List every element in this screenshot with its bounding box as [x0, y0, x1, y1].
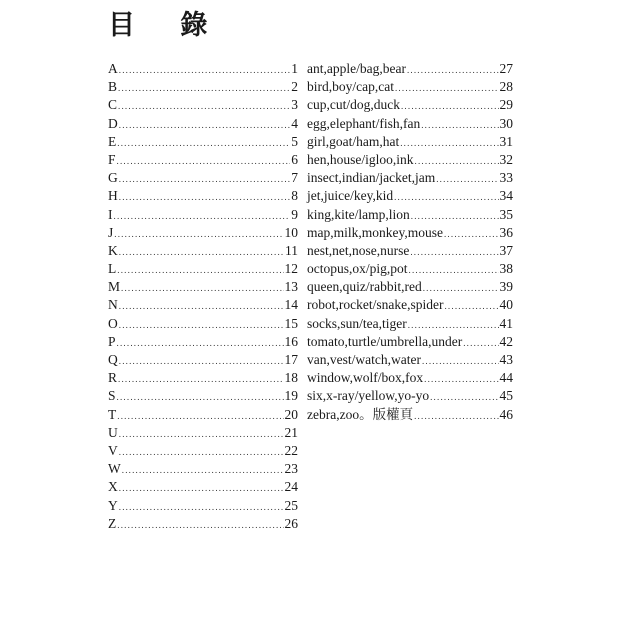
toc-entry-label: N	[108, 297, 118, 313]
toc-dot-leader	[114, 225, 283, 243]
toc-entry-page: 37	[499, 242, 513, 258]
toc-entry-label: O	[108, 315, 118, 331]
toc-entry-page: 23	[284, 461, 298, 477]
toc-dot-leader	[422, 352, 499, 370]
toc-entry	[307, 78, 513, 96]
toc-entry	[108, 424, 298, 442]
toc-entry	[307, 387, 513, 405]
toc-entry-page: 16	[284, 333, 298, 349]
toc-entry	[108, 169, 298, 187]
toc-dot-leader	[119, 316, 284, 334]
toc-entry-page: 19	[284, 388, 298, 404]
toc-entry-label: X	[108, 479, 118, 495]
toc-entry	[108, 442, 298, 460]
toc-entry	[108, 406, 298, 424]
toc-entry	[307, 315, 513, 333]
toc-entry-label: jet,juice/key,kid	[307, 188, 394, 204]
toc-entry	[108, 315, 298, 333]
toc-entry-label: V	[108, 442, 118, 458]
toc-entry	[108, 333, 298, 351]
toc-entry-page: 40	[499, 297, 513, 313]
toc-entry-page: 35	[499, 206, 513, 222]
toc-entry-label: I	[108, 206, 113, 222]
toc-entry-page: 18	[284, 370, 298, 386]
toc-dot-leader	[119, 116, 291, 134]
toc-dot-leader	[400, 134, 498, 152]
toc-entry-page: 22	[284, 442, 298, 458]
toc-entry-page: 13	[284, 279, 298, 295]
toc-entry	[307, 60, 513, 78]
toc-dot-leader	[117, 134, 290, 152]
toc-entry	[108, 296, 298, 314]
toc-dot-leader	[119, 61, 291, 79]
toc-entry-label: U	[108, 424, 118, 440]
toc-entry-page: 34	[499, 188, 513, 204]
toc-dot-leader	[408, 316, 499, 334]
toc-dot-leader	[407, 61, 499, 79]
toc-entry	[108, 115, 298, 133]
toc-entry-page: 42	[499, 333, 513, 349]
toc-dot-leader	[119, 479, 284, 497]
toc-entry	[108, 187, 298, 205]
toc-entry-page: 28	[499, 79, 513, 95]
toc-dot-leader	[119, 297, 284, 315]
toc-entry	[307, 333, 513, 351]
toc-entry-page: 17	[284, 352, 298, 367]
toc-entry-page: 14	[284, 297, 298, 313]
toc-dot-leader	[409, 261, 499, 279]
toc-entry	[307, 369, 513, 387]
toc-entry-label: R	[108, 370, 118, 386]
toc-entry-page: 5	[291, 133, 298, 149]
toc-dot-leader	[436, 170, 498, 188]
toc-entry-page: 10	[284, 224, 298, 240]
toc-dot-leader	[121, 279, 283, 297]
toc-dot-leader	[119, 425, 284, 443]
toc-entry	[108, 497, 298, 515]
toc-entry	[307, 187, 513, 205]
toc-entry-label: A	[108, 61, 118, 76]
toc-dot-leader	[444, 225, 499, 243]
toc-entry-page: 25	[284, 497, 298, 513]
toc-dot-leader	[117, 388, 284, 406]
toc-entry-label: S	[108, 388, 116, 404]
toc-entry-label: hen,house/igloo,ink	[307, 151, 414, 167]
toc-entry	[307, 224, 513, 242]
toc-entry-label: cup,cut/dog,duck	[307, 97, 400, 113]
toc-right-column	[307, 60, 513, 424]
toc-dot-leader	[119, 243, 284, 261]
toc-dot-leader	[430, 388, 498, 406]
toc-entry	[307, 351, 513, 369]
toc-entry	[108, 242, 298, 260]
toc-dot-leader	[415, 152, 499, 170]
toc-dot-leader	[118, 370, 283, 388]
toc-dot-leader	[395, 79, 499, 97]
toc-entry-label: F	[108, 151, 116, 167]
toc-entry-page: 24	[284, 479, 298, 495]
toc-entry-page: 3	[291, 97, 298, 113]
toc-entry-page: 8	[291, 188, 298, 204]
toc-entry-label: T	[108, 406, 117, 422]
toc-left-column	[108, 60, 298, 533]
toc-entry-page: 20	[284, 406, 298, 422]
toc-entry-label: L	[108, 261, 117, 277]
toc-dot-leader	[119, 170, 291, 188]
toc-entry-page: 38	[499, 261, 513, 277]
toc-entry-page: 46	[499, 406, 513, 422]
page-title: 目 錄	[108, 10, 226, 41]
toc-entry-label: E	[108, 133, 117, 149]
toc-dot-leader	[444, 297, 498, 315]
toc-entry-label: ant,apple/bag,bear	[307, 61, 406, 76]
toc-entry-label: D	[108, 115, 118, 131]
toc-entry	[108, 96, 298, 114]
toc-entry-page: 45	[499, 388, 513, 404]
toc-entry	[108, 351, 298, 369]
toc-dot-leader	[119, 498, 284, 516]
toc-entry	[307, 260, 513, 278]
toc-entry-label: J	[108, 224, 114, 240]
toc-dot-leader	[119, 443, 284, 461]
toc-entry	[307, 133, 513, 151]
toc-entry-label: zebra,zoo。版權頁	[307, 406, 414, 422]
toc-entry-label: P	[108, 333, 116, 349]
toc-entry	[108, 206, 298, 224]
toc-entry-page: 1	[291, 61, 298, 76]
toc-dot-leader	[117, 261, 283, 279]
toc-entry-page: 9	[291, 206, 298, 222]
toc-entry-page: 7	[291, 170, 298, 186]
toc-dot-leader	[117, 516, 283, 534]
toc-entry-label: bird,boy/cap,cat	[307, 79, 394, 95]
toc-entry-page: 15	[284, 315, 298, 331]
toc-dot-leader	[394, 188, 498, 206]
toc-entry-label: robot,rocket/snake,spider	[307, 297, 444, 313]
toc-entry-page: 12	[284, 261, 298, 277]
toc-entry-page: 30	[499, 115, 513, 131]
toc-entry-label: B	[108, 79, 118, 95]
toc-dot-leader	[411, 207, 499, 225]
toc-entry	[108, 133, 298, 151]
toc-entry-label: W	[108, 461, 121, 477]
toc-entry-page: 26	[284, 515, 298, 531]
toc-dot-leader	[401, 97, 499, 115]
toc-entry-label: queen,quiz/rabbit,red	[307, 279, 422, 295]
toc-entry-label: six,x-ray/yellow,yo-yo	[307, 388, 430, 404]
toc-dot-leader	[119, 352, 284, 370]
toc-dot-leader	[114, 207, 291, 225]
toc-entry-label: king,kite/lamp,lion	[307, 206, 410, 222]
toc-entry-page: 2	[291, 79, 298, 95]
toc-dot-leader	[119, 188, 291, 206]
toc-entry-page: 31	[499, 133, 513, 149]
toc-entry-page: 29	[499, 97, 513, 113]
toc-dot-leader	[463, 334, 498, 352]
toc-entry	[108, 278, 298, 296]
toc-entry	[307, 96, 513, 114]
toc-entry-label: nest,net,nose,nurse	[307, 242, 410, 258]
toc-entry-page: 43	[499, 352, 513, 367]
toc-entry-label: girl,goat/ham,hat	[307, 133, 400, 149]
toc-dot-leader	[410, 243, 498, 261]
toc-entry-label: van,vest/watch,water	[307, 352, 421, 367]
toc-entry	[108, 151, 298, 169]
toc-entry-label: window,wolf/box,fox	[307, 370, 424, 386]
toc-entry	[307, 115, 513, 133]
toc-entry	[307, 278, 513, 296]
toc-entry-label: Z	[108, 515, 117, 531]
toc-entry-label: socks,sun/tea,tiger	[307, 315, 407, 331]
toc-dot-leader	[117, 152, 291, 170]
toc-entry-page: 41	[499, 315, 513, 331]
toc-entry-page: 6	[291, 151, 298, 167]
toc-dot-leader	[118, 97, 290, 115]
toc-entry-page: 27	[499, 61, 513, 76]
toc-entry	[108, 478, 298, 496]
toc-entry	[108, 387, 298, 405]
toc-dot-leader	[122, 461, 284, 479]
toc-entry	[108, 369, 298, 387]
toc-entry-label: G	[108, 170, 118, 186]
toc-dot-leader	[414, 407, 498, 425]
toc-dot-leader	[117, 334, 284, 352]
toc-entry-label: insect,indian/jacket,jam	[307, 170, 436, 186]
toc-entry	[307, 296, 513, 314]
toc-entry-label: Y	[108, 497, 118, 513]
toc-entry-label: map,milk,monkey,mouse	[307, 224, 443, 240]
toc-entry-label: H	[108, 188, 118, 204]
toc-entry-page: 39	[499, 279, 513, 295]
toc-entry	[108, 60, 298, 78]
toc-entry	[108, 78, 298, 96]
toc-entry	[307, 242, 513, 260]
toc-entry-label: K	[108, 242, 118, 258]
toc-entry	[307, 169, 513, 187]
toc-entry	[108, 260, 298, 278]
toc-entry	[307, 406, 513, 424]
toc-entry-label: egg,elephant/fish,fan	[307, 115, 421, 131]
toc-entry-page: 11	[285, 242, 298, 258]
toc-dot-leader	[118, 79, 290, 97]
toc-entry-label: C	[108, 97, 118, 113]
toc-entry-page: 33	[499, 170, 513, 186]
toc-entry-label: octopus,ox/pig,pot	[307, 261, 408, 277]
toc-entry	[108, 224, 298, 242]
toc-dot-leader	[421, 116, 498, 134]
toc-entry	[307, 206, 513, 224]
toc-dot-leader	[423, 279, 499, 297]
toc-entry-page: 21	[284, 424, 298, 440]
toc-entry-label: tomato,turtle/umbrella,under	[307, 333, 463, 349]
toc-entry-page: 36	[499, 224, 513, 240]
toc-entry	[108, 515, 298, 533]
toc-dot-leader	[117, 407, 283, 425]
toc-entry-label: Q	[108, 352, 118, 367]
toc-entry	[108, 460, 298, 478]
toc-entry-label: M	[108, 279, 121, 295]
toc-entry	[307, 151, 513, 169]
toc-entry-page: 44	[499, 370, 513, 386]
toc-entry-page: 4	[291, 115, 298, 131]
toc-entry-page: 32	[499, 151, 513, 167]
toc-dot-leader	[424, 370, 498, 388]
